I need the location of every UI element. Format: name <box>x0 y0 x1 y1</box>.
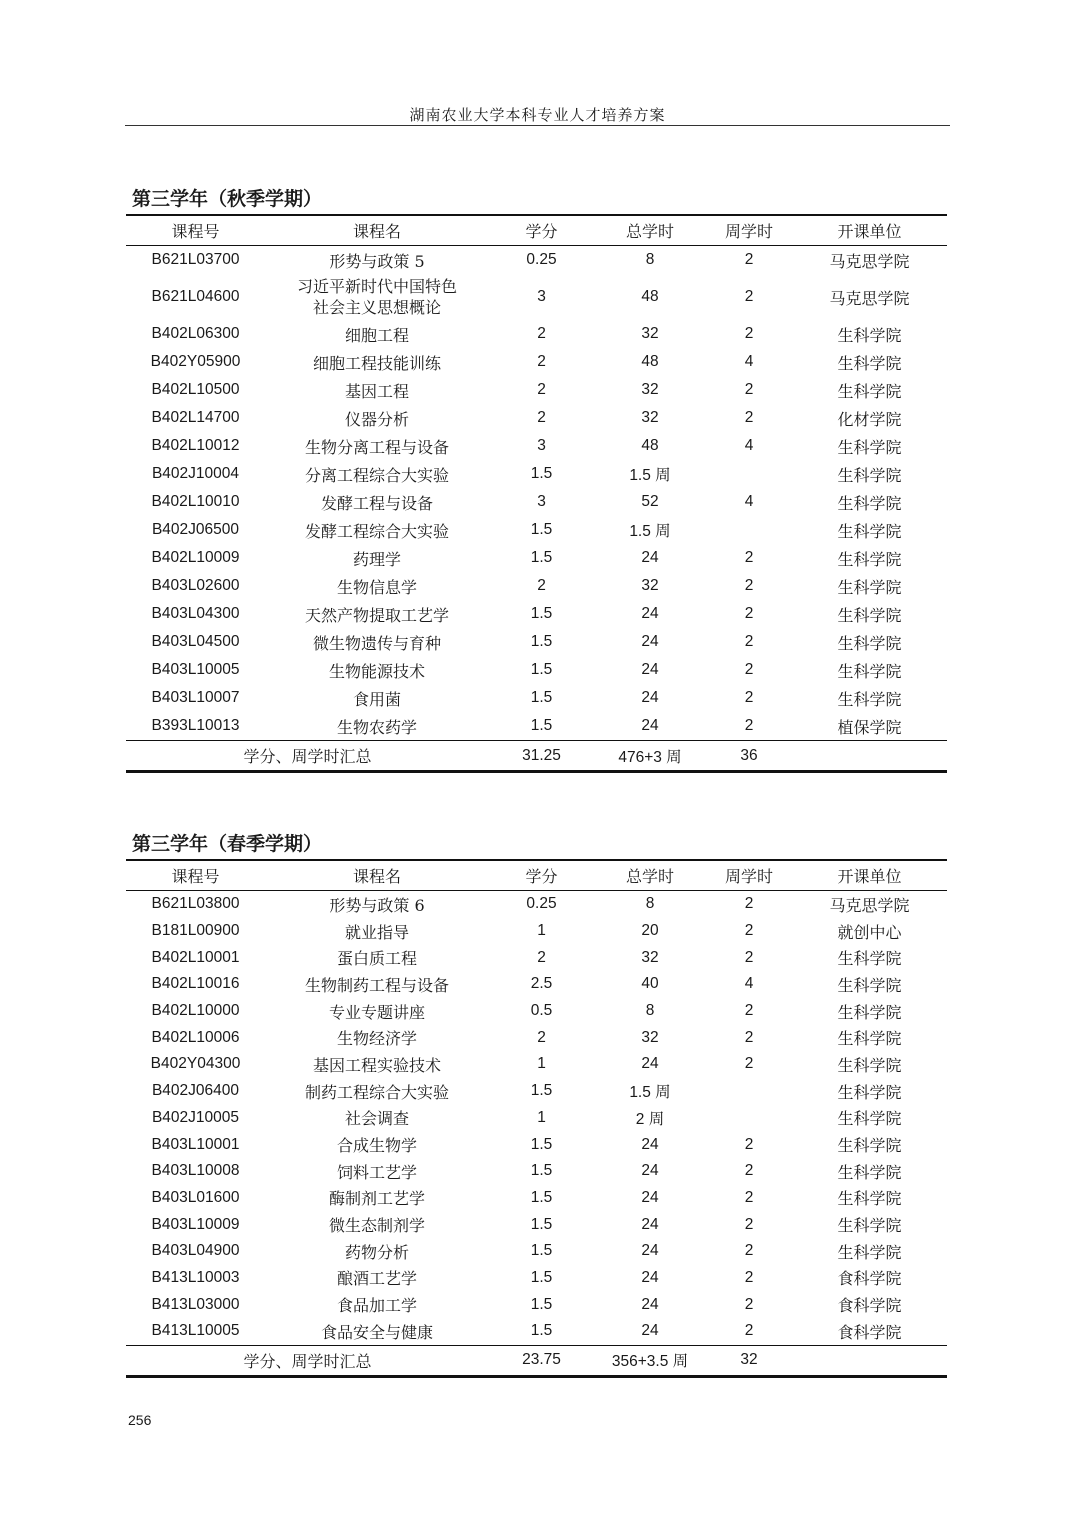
summary-empty-cell <box>792 741 947 772</box>
unit-cell: 生科学院 <box>837 1189 902 1209</box>
col-header-credit: 学分 <box>489 860 594 891</box>
summary-credit: 31.25 <box>489 741 594 772</box>
course-code-cell: B402L10016 <box>151 975 240 993</box>
total-hours-cell: 24 <box>641 1242 659 1260</box>
table-row <box>126 918 947 945</box>
table-row <box>126 971 947 998</box>
course-name-cell: 食品加工学 <box>336 1296 417 1316</box>
credit-cell: 1.5 <box>530 661 553 678</box>
unit-cell: 生科学院 <box>837 689 902 709</box>
unit-cell: 生科学院 <box>837 549 902 569</box>
weekly-hours-cell <box>706 1105 792 1132</box>
course-code-cell: B403L04300 <box>151 605 240 622</box>
table-row <box>126 432 947 460</box>
course-name-cell: 药理学 <box>352 549 401 569</box>
credit-cell: 1.5 <box>530 465 553 482</box>
course-code-cell: B403L10009 <box>151 1215 240 1233</box>
spring-course-table <box>126 859 947 1378</box>
course-name-cell: 生物信息学 <box>336 577 417 597</box>
table-row <box>126 1238 947 1265</box>
table-row <box>126 712 947 741</box>
running-header: 湖南农业大学本科专业人才培养方案 <box>409 106 666 124</box>
weekly-hours-cell: 2 <box>744 325 754 342</box>
weekly-hours-cell: 2 <box>744 689 754 706</box>
credit-cell: 2.5 <box>530 975 553 993</box>
weekly-hours-cell <box>706 1078 792 1105</box>
summary-empty-cell <box>792 1345 947 1376</box>
course-code-cell: B403L01600 <box>151 1188 240 1206</box>
weekly-hours-cell: 4 <box>744 975 754 993</box>
course-name-cell: 微生物遗传与育种 <box>312 633 441 653</box>
weekly-hours-cell: 2 <box>744 1188 754 1206</box>
table-row <box>126 891 947 918</box>
course-code-cell: B181L00900 <box>151 922 240 940</box>
table-row <box>126 1024 947 1051</box>
table-row <box>126 348 947 376</box>
table-row <box>126 488 947 516</box>
course-name-cell: 发酵工程与设备 <box>320 493 433 513</box>
course-name-cell: 合成生物学 <box>336 1136 417 1156</box>
weekly-hours-cell: 2 <box>744 1028 754 1046</box>
course-code-cell: B402L10001 <box>151 948 240 966</box>
course-code-cell: B402L10000 <box>151 1002 240 1020</box>
table-row <box>126 320 947 348</box>
unit-cell: 生科学院 <box>837 465 902 485</box>
weekly-hours-cell <box>706 460 792 488</box>
total-hours-cell: 1.5 周 <box>629 467 671 484</box>
course-name-cell: 形势与政策 6 <box>329 895 425 915</box>
table-row <box>126 376 947 404</box>
table-row <box>126 684 947 712</box>
table-row <box>126 1158 947 1185</box>
credit-cell: 0.25 <box>526 895 557 913</box>
credit-cell: 2 <box>537 577 546 594</box>
weekly-hours-cell: 2 <box>744 1322 754 1340</box>
table-row <box>126 1051 947 1078</box>
course-code-cell: B402Y04300 <box>150 1055 241 1073</box>
course-name-cell: 社会调查 <box>344 1109 409 1129</box>
table-row <box>126 544 947 572</box>
credit-cell: 1.5 <box>530 1135 553 1153</box>
course-code-cell: B402L14700 <box>151 409 240 426</box>
unit-cell: 生科学院 <box>837 381 902 401</box>
col-header-name: 课程名 <box>265 860 489 891</box>
weekly-hours-cell: 2 <box>744 1135 754 1153</box>
course-code-cell: B402J06400 <box>151 1082 240 1100</box>
course-code-cell: B403L10005 <box>151 661 240 678</box>
course-code-cell: B402L10500 <box>151 381 240 398</box>
course-name-cell: 基因工程 <box>344 381 409 401</box>
total-hours-cell: 24 <box>641 1055 659 1073</box>
course-code-cell: B413L10003 <box>151 1268 240 1286</box>
course-name-cell: 食品安全与健康 <box>320 1322 433 1342</box>
summary-credit: 23.75 <box>489 1345 594 1376</box>
credit-cell: 1.5 <box>530 549 553 566</box>
unit-cell: 生科学院 <box>837 661 902 681</box>
course-name-cell: 蛋白质工程 <box>336 949 417 969</box>
unit-cell: 生科学院 <box>837 325 902 345</box>
credit-cell: 1 <box>537 1055 546 1073</box>
table-row <box>126 460 947 488</box>
col-header-credit: 学分 <box>489 215 594 246</box>
course-code-cell: B393L10013 <box>151 717 240 734</box>
credit-cell: 3 <box>537 493 546 510</box>
total-hours-cell: 2 周 <box>635 1110 665 1128</box>
course-code-cell: B402L06300 <box>151 325 240 342</box>
course-name-cell: 细胞工程 <box>344 325 409 345</box>
credit-cell: 2 <box>537 325 546 342</box>
table-row <box>126 1211 947 1238</box>
course-name-cell: 生物分离工程与设备 <box>304 437 449 457</box>
weekly-hours-cell: 2 <box>744 1055 754 1073</box>
unit-cell: 生科学院 <box>837 1136 902 1156</box>
credit-cell: 2 <box>537 409 546 426</box>
unit-cell: 生科学院 <box>837 353 902 373</box>
unit-cell: 马克思学院 <box>829 251 910 271</box>
unit-cell: 生科学院 <box>837 1002 902 1022</box>
unit-cell: 马克思学院 <box>829 895 910 915</box>
course-name-cell: 就业指导 <box>344 922 409 942</box>
course-code-cell: B403L10001 <box>151 1135 240 1153</box>
course-code-cell: B621L04600 <box>151 288 240 305</box>
unit-cell: 生科学院 <box>837 1082 902 1102</box>
col-header-unit: 开课单位 <box>792 860 947 891</box>
credit-cell: 0.25 <box>526 251 557 268</box>
course-code-cell: B402J10005 <box>151 1108 240 1126</box>
total-hours-cell: 24 <box>641 633 659 650</box>
summary-hours: 476+3 周 <box>594 741 706 772</box>
weekly-hours-cell: 2 <box>744 922 754 940</box>
unit-cell: 食科学院 <box>837 1269 902 1289</box>
total-hours-cell: 24 <box>641 549 659 566</box>
course-name-cell <box>265 274 489 320</box>
total-hours-cell: 32 <box>641 381 659 398</box>
col-header-hours: 总学时 <box>594 860 706 891</box>
credit-cell: 0.5 <box>530 1002 553 1020</box>
weekly-hours-cell: 2 <box>744 409 754 426</box>
course-code-cell: B403L10007 <box>151 689 240 706</box>
weekly-hours-cell: 2 <box>744 895 754 913</box>
weekly-hours-cell: 4 <box>744 353 754 370</box>
total-hours-cell: 24 <box>641 689 659 706</box>
unit-cell: 植保学院 <box>837 717 902 737</box>
table-row <box>126 1105 947 1132</box>
col-header-name: 课程名 <box>265 215 489 246</box>
course-name-cell: 细胞工程技能训练 <box>312 353 441 373</box>
total-hours-cell: 24 <box>641 1135 659 1153</box>
table-row <box>126 600 947 628</box>
course-code-cell: B402L10012 <box>151 437 240 454</box>
unit-cell: 食科学院 <box>837 1296 902 1316</box>
unit-cell: 生科学院 <box>837 975 902 995</box>
course-code-cell: B402L10006 <box>151 1028 240 1046</box>
total-hours-cell: 24 <box>641 1295 659 1313</box>
course-code-cell: B402Y05900 <box>150 353 241 370</box>
col-header-weekly: 周学时 <box>706 860 792 891</box>
section-title-spring: 第三学年（春季学期） <box>132 833 323 855</box>
total-hours-cell: 32 <box>641 325 659 342</box>
course-name-cell: 分离工程综合大实验 <box>304 465 449 485</box>
credit-cell: 1.5 <box>530 521 553 538</box>
unit-cell: 生科学院 <box>837 605 902 625</box>
credit-cell: 2 <box>537 381 546 398</box>
total-hours-cell: 48 <box>641 288 659 305</box>
unit-cell: 生科学院 <box>837 577 902 597</box>
course-name-cell: 酶制剂工艺学 <box>328 1189 425 1209</box>
course-name-cell: 饲料工艺学 <box>336 1162 417 1182</box>
course-code-cell: B402J10004 <box>151 465 240 482</box>
credit-cell: 1 <box>537 1108 546 1126</box>
unit-cell: 食科学院 <box>837 1322 902 1342</box>
total-hours-cell: 20 <box>641 922 659 940</box>
weekly-hours-cell: 2 <box>744 381 754 398</box>
course-code-cell: B403L10008 <box>151 1162 240 1180</box>
summary-label: 学分、周学时汇总 <box>126 741 489 772</box>
unit-cell: 生科学院 <box>837 521 902 541</box>
credit-cell: 1.5 <box>530 717 553 734</box>
credit-cell: 2 <box>537 1028 546 1046</box>
unit-cell: 生科学院 <box>837 1055 902 1075</box>
total-hours-cell: 8 <box>645 1002 655 1020</box>
total-hours-cell: 32 <box>641 948 659 966</box>
unit-cell: 就创中心 <box>837 922 902 942</box>
course-code-cell: B403L04900 <box>151 1242 240 1260</box>
weekly-hours-cell: 2 <box>744 948 754 966</box>
credit-cell: 3 <box>537 288 546 305</box>
course-name-cell: 生物制药工程与设备 <box>304 975 449 995</box>
col-header-code: 课程号 <box>126 215 265 246</box>
course-name-cell: 形势与政策 5 <box>329 251 425 271</box>
table-row <box>126 274 947 320</box>
course-code-cell: B621L03800 <box>151 895 240 913</box>
table-row <box>126 1318 947 1345</box>
weekly-hours-cell: 2 <box>744 577 754 594</box>
course-name-cell: 生物能源技术 <box>328 661 425 681</box>
table-row <box>126 944 947 971</box>
weekly-hours-cell: 2 <box>744 1242 754 1260</box>
unit-cell: 生科学院 <box>837 633 902 653</box>
weekly-hours-cell: 2 <box>744 288 754 305</box>
col-header-code: 课程号 <box>126 860 265 891</box>
course-name-cell: 专业专题讲座 <box>328 1002 425 1022</box>
weekly-hours-cell: 2 <box>744 1215 754 1233</box>
page-number: 256 <box>128 1412 152 1428</box>
col-header-weekly: 周学时 <box>706 215 792 246</box>
unit-cell: 生科学院 <box>837 493 902 513</box>
unit-cell: 生科学院 <box>837 1029 902 1049</box>
course-name-cell: 仪器分析 <box>344 409 409 429</box>
course-code-cell: B621L03700 <box>151 251 240 268</box>
course-name-cell: 天然产物提取工艺学 <box>304 605 449 625</box>
credit-cell: 1 <box>537 922 546 940</box>
weekly-hours-cell: 2 <box>744 633 754 650</box>
course-name-line: 习近平新时代中国特色 <box>296 277 457 296</box>
table-row <box>126 656 947 684</box>
weekly-hours-cell: 2 <box>744 717 754 734</box>
table-row <box>126 1291 947 1318</box>
course-name-cell: 酿酒工艺学 <box>336 1269 417 1289</box>
summary-label: 学分、周学时汇总 <box>126 1345 489 1376</box>
credit-cell: 3 <box>537 437 546 454</box>
table-row <box>126 628 947 656</box>
unit-cell: 生科学院 <box>837 1216 902 1236</box>
credit-cell: 1.5 <box>530 1215 553 1233</box>
unit-cell: 生科学院 <box>837 1242 902 1262</box>
credit-cell: 1.5 <box>530 689 553 706</box>
total-hours-cell: 32 <box>641 409 659 426</box>
course-name-line: 社会主义思想概论 <box>312 298 441 317</box>
table-row <box>126 1265 947 1292</box>
total-hours-cell: 24 <box>641 717 659 734</box>
credit-cell: 1.5 <box>530 1082 553 1100</box>
credit-cell: 1.5 <box>530 605 553 622</box>
total-hours-cell: 48 <box>641 437 659 454</box>
total-hours-cell: 24 <box>641 1215 659 1233</box>
weekly-hours-cell: 2 <box>744 1002 754 1020</box>
weekly-hours-cell: 2 <box>744 549 754 566</box>
unit-cell: 生科学院 <box>837 949 902 969</box>
section-title-autumn: 第三学年（秋季学期） <box>132 188 323 210</box>
weekly-hours-cell: 2 <box>744 605 754 622</box>
table-row <box>126 1185 947 1212</box>
course-code-cell: B402L10009 <box>151 549 240 566</box>
total-hours-cell: 1.5 周 <box>629 1084 671 1102</box>
table-row <box>126 998 947 1025</box>
course-code-cell: B413L10005 <box>151 1322 240 1340</box>
weekly-hours-cell: 4 <box>744 437 754 454</box>
autumn-course-table <box>126 214 947 773</box>
total-hours-cell: 40 <box>641 975 659 993</box>
summary-row <box>126 1345 947 1376</box>
unit-cell: 化材学院 <box>837 409 902 429</box>
course-name-cell: 基因工程实验技术 <box>312 1055 441 1075</box>
weekly-hours-cell: 2 <box>744 1268 754 1286</box>
weekly-hours-cell: 2 <box>744 251 754 268</box>
course-name-cell: 生物农药学 <box>336 717 417 737</box>
total-hours-cell: 32 <box>641 577 659 594</box>
total-hours-cell: 8 <box>645 895 655 913</box>
table-row <box>126 516 947 544</box>
table-row <box>126 1078 947 1105</box>
table-header-row <box>126 860 947 891</box>
unit-cell: 生科学院 <box>837 1162 902 1182</box>
unit-cell: 生科学院 <box>837 1109 902 1129</box>
table-row <box>126 572 947 600</box>
course-code-cell: B413L03000 <box>151 1295 240 1313</box>
course-name-cell: 微生态制剂学 <box>328 1216 425 1236</box>
course-code-cell: B402L10010 <box>151 493 240 510</box>
weekly-hours-cell: 2 <box>744 1295 754 1313</box>
col-header-hours: 总学时 <box>594 215 706 246</box>
course-code-cell: B402J06500 <box>151 521 240 538</box>
course-code-cell: B403L04500 <box>151 633 240 650</box>
summary-row <box>126 741 947 772</box>
total-hours-cell: 24 <box>641 1268 659 1286</box>
table-row <box>126 404 947 432</box>
weekly-hours-cell <box>706 516 792 544</box>
total-hours-cell: 8 <box>645 251 655 268</box>
course-code-cell: B403L02600 <box>151 577 240 594</box>
weekly-hours-cell: 2 <box>744 1162 754 1180</box>
credit-cell: 1.5 <box>530 1242 553 1260</box>
total-hours-cell: 24 <box>641 661 659 678</box>
credit-cell: 1.5 <box>530 1295 553 1313</box>
summary-hours: 356+3.5 周 <box>594 1345 706 1376</box>
weekly-hours-cell: 2 <box>744 661 754 678</box>
total-hours-cell: 52 <box>641 493 659 510</box>
summary-weekly: 32 <box>706 1345 792 1376</box>
table-row <box>126 246 947 275</box>
course-name-cell: 发酵工程综合大实验 <box>304 521 449 541</box>
course-name-cell: 制药工程综合大实验 <box>304 1082 449 1102</box>
credit-cell: 1.5 <box>530 1322 553 1340</box>
total-hours-cell: 24 <box>641 1322 659 1340</box>
total-hours-cell: 32 <box>641 1028 659 1046</box>
total-hours-cell: 24 <box>641 605 659 622</box>
summary-weekly: 36 <box>706 741 792 772</box>
table-row <box>126 1131 947 1158</box>
course-name-cell: 药物分析 <box>344 1242 409 1262</box>
credit-cell: 2 <box>537 948 546 966</box>
total-hours-cell: 48 <box>641 353 659 370</box>
total-hours-cell: 1.5 周 <box>629 523 671 540</box>
table-header-row <box>126 215 947 246</box>
course-name-cell: 食用菌 <box>352 689 401 709</box>
credit-cell: 1.5 <box>530 1188 553 1206</box>
course-name-cell: 生物经济学 <box>336 1029 417 1049</box>
weekly-hours-cell: 4 <box>744 493 754 510</box>
total-hours-cell: 24 <box>641 1188 659 1206</box>
unit-cell: 生科学院 <box>837 437 902 457</box>
credit-cell: 1.5 <box>530 633 553 650</box>
total-hours-cell: 24 <box>641 1162 659 1180</box>
credit-cell: 1.5 <box>530 1162 553 1180</box>
unit-cell: 马克思学院 <box>829 288 910 308</box>
header-rule <box>125 125 950 126</box>
col-header-unit: 开课单位 <box>792 215 947 246</box>
credit-cell: 1.5 <box>530 1268 553 1286</box>
credit-cell: 2 <box>537 353 546 370</box>
